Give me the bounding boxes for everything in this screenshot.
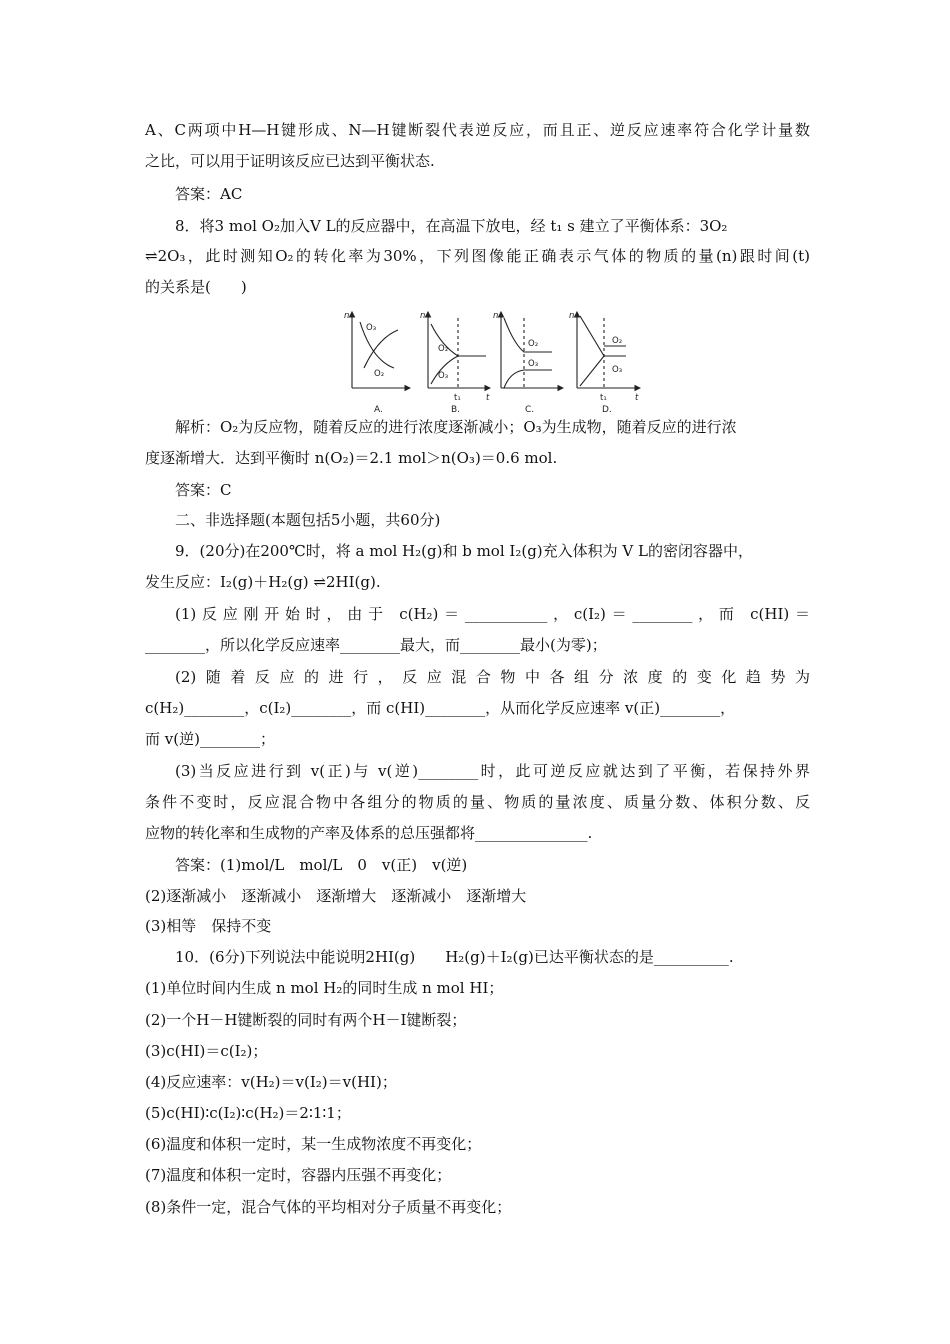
blank-line: (3)当反应进行到 v(正)与 v(逆)________时，此可逆反应就达到了平衡，若保持外界 [175,762,810,780]
axis-label-n: n [493,311,499,321]
analysis-line: 解析：O₂为反应物，随着反应的进行浓度逐渐减小；O₃为生成物，随着反应的进行浓 [175,418,737,436]
section-heading: 二、非选择题(本题包括5小题，共60分) [175,511,441,529]
option-label-c: C. [525,405,535,415]
question-9-stem: 9．(20分)在200℃时，将 a mol H₂(g)和 b mol I₂(g)充入体积为 V L的密闭容器中， [175,542,753,560]
tick-label-t1: t₁ [600,393,607,403]
series-label-o2: O₂ [438,344,449,354]
series-label-o3: O₃ [366,323,377,333]
graph-d [577,312,640,388]
graph-options-figure [338,308,648,418]
series-label-o3: O₃ [612,365,623,375]
answer-line: (3)相等 保持不变 [145,917,272,935]
blank-line: 而 v(逆)________； [145,730,275,748]
series-label-o2: O₂ [374,369,385,379]
option-line: (1)单位时间内生成 n mol H₂的同时生成 n mol HI； [145,979,504,997]
option-line: (8)条件一定，混合气体的平均相对分子质量不再变化； [145,1198,512,1216]
option-label-b: B. [451,405,461,415]
answer-line: 答案：(1)mol/L mol/L 0 v(正) v(逆) [175,856,468,874]
option-line: (4)反应速率：v(H₂)＝v(I₂)＝v(HI)； [145,1073,397,1091]
tick-label-t1: t₁ [454,393,461,403]
series-label-o3: O₃ [438,371,449,381]
blank-line: ________，所以化学反应速率________最大，而________最小(为零)； [145,636,607,654]
blank-line: (1)反应刚开始时，由于 c(H₂)＝___________，c(I₂)＝________，而 c(HI)＝ [175,605,810,623]
question-8-stem: 8．将3 mol O₂加入V L的反应器中，在高温下放电，经 t₁ s 建立了平衡体系：3O₂ [175,217,728,235]
option-line: (2)一个H－H键断裂的同时有两个H－I键断裂； [145,1011,467,1029]
axis-label-n: n [344,311,350,321]
axis-label-n: n [420,311,426,321]
answer-line: (2)逐渐减小 逐渐减小 逐渐增大 逐渐减小 逐渐增大 [145,887,527,905]
question-10-stem: 10．(6分)下列说法中能说明2HI(g) H₂(g)＋I₂(g)已达平衡状态的是__________. [175,948,734,966]
option-label-a: A. [374,405,383,415]
series-label-o2: O₂ [612,336,623,346]
text-line: 条件不变时，反应混合物中各组分的物质的量、物质的量浓度、质量分数、体积分数、反 [145,793,810,811]
graph-c [501,312,563,388]
series-label-o2: O₂ [528,339,539,349]
option-line: (5)c(HI)∶c(I₂)∶c(H₂)＝2∶1∶1； [145,1104,351,1122]
text-line: ⇌2O₃，此时测知O₂的转化率为30%，下列图像能正确表示气体的物质的量(n)跟时间(t) [145,247,810,265]
series-label-o3: O₃ [528,359,539,369]
text-line: 之比，可以用于证明该反应已达到平衡状态. [145,152,435,170]
blank-line: 应物的转化率和生成物的产率及体系的总压强都将_______________. [145,824,593,842]
option-line: (7)温度和体积一定时，容器内压强不再变化； [145,1166,452,1184]
blank-line: c(H₂)________，c(I₂)________，而 c(HI)________，从而化学反应速率 v(正)________， [145,699,736,717]
option-line: (6)温度和体积一定时，某一生成物浓度不再变化； [145,1135,482,1153]
text-line: A、C两项中H—H键形成、N—H键断裂代表逆反应，而且正、逆反应速率符合化学计量数 [145,121,810,139]
text-line: 的关系是( ) [145,278,247,296]
text-line: 发生反应：I₂(g)＋H₂(g) ⇌2HI(g). [145,573,381,591]
axis-label-n: n [569,311,575,321]
option-line: (3)c(HI)＝c(I₂)； [145,1042,268,1060]
axis-label-t: t [486,393,490,403]
option-label-d: D. [602,405,612,415]
axis-label-t: t [635,393,639,403]
text-line: 度逐渐增大．达到平衡时 n(O₂)＝2.1 mol＞n(O₃)＝0.6 mol. [145,449,558,467]
blank-line: (2)随着反应的进行，反应混合物中各组分浓度的变化趋势为 [175,668,810,686]
answer-line: 答案：C [175,481,232,499]
answer-line: 答案：AC [175,185,243,203]
